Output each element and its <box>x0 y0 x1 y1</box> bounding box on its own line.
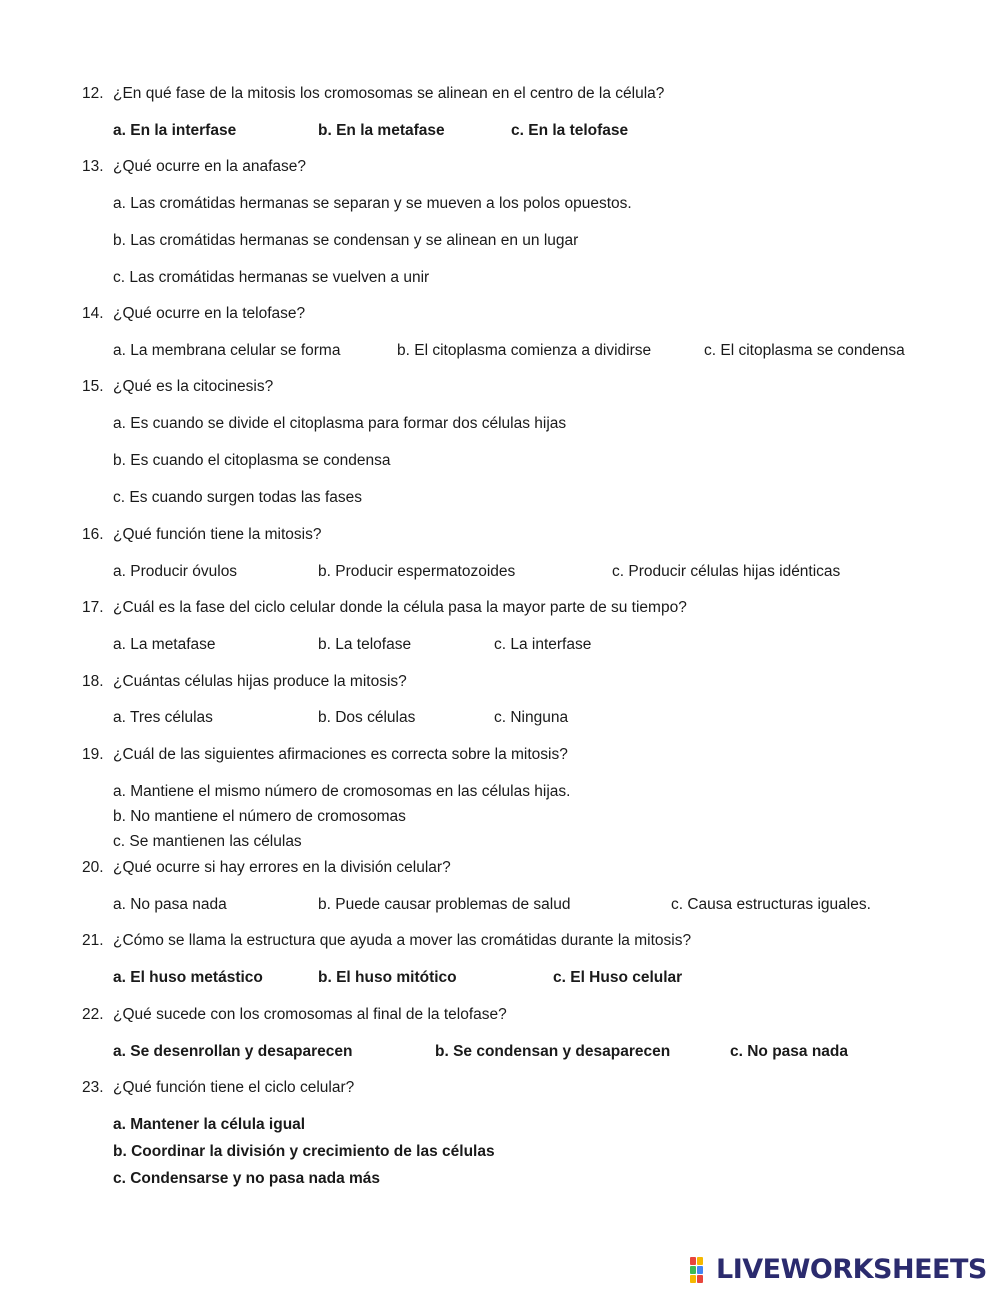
answer-option[interactable]: b. El huso mitótico <box>318 969 457 986</box>
answer-option[interactable]: a. Es cuando se divide el citoplasma para formar dos células hijas <box>113 415 567 432</box>
answer-option[interactable]: c. Se mantienen las células <box>113 833 302 850</box>
question-number: 13. <box>82 158 104 175</box>
question-number: 22. <box>82 1006 104 1023</box>
answer-option[interactable]: b. Coordinar la división y crecimiento de las células <box>113 1143 495 1160</box>
question-number: 14. <box>82 305 104 322</box>
question-text: ¿Cuál de las siguientes afirmaciones es correcta sobre la mitosis? <box>113 746 568 763</box>
answer-option[interactable]: c. En la telofase <box>511 122 629 139</box>
answer-option[interactable]: c. La interfase <box>494 636 592 653</box>
question-text: ¿Qué ocurre en la anafase? <box>113 158 307 175</box>
answer-option[interactable]: b. Dos células <box>318 709 416 726</box>
answer-option[interactable]: c. Causa estructuras iguales. <box>671 896 871 913</box>
logo-text: LIVEWORKSHEETS <box>716 1253 987 1285</box>
answer-option[interactable]: b. Producir espermatozoides <box>318 563 516 580</box>
answer-option[interactable]: c. No pasa nada <box>730 1043 849 1060</box>
answer-option[interactable]: b. Se condensan y desaparecen <box>435 1043 671 1060</box>
answer-option[interactable]: a. Mantener la célula igual <box>113 1116 306 1133</box>
question-number: 17. <box>82 599 104 616</box>
question-number: 16. <box>82 526 104 543</box>
question-text: ¿Qué función tiene la mitosis? <box>113 526 322 543</box>
question-number: 21. <box>82 932 104 949</box>
question-text: ¿Qué ocurre en la telofase? <box>113 305 306 322</box>
question-number: 20. <box>82 859 104 876</box>
question-text: ¿Qué sucede con los cromosomas al final de la telofase? <box>113 1006 507 1023</box>
question-number: 12. <box>82 85 104 102</box>
answer-option[interactable]: a. La metafase <box>113 636 216 653</box>
question-text: ¿Qué ocurre si hay errores en la división celular? <box>113 859 451 876</box>
question-text: ¿Qué función tiene el ciclo celular? <box>113 1079 355 1096</box>
question-text: ¿En qué fase de la mitosis los cromosomas se alinean en el centro de la célula? <box>113 85 665 102</box>
question-number: 23. <box>82 1079 104 1096</box>
answer-option[interactable]: a. Tres células <box>113 709 213 726</box>
answer-option[interactable]: b. El citoplasma comienza a dividirse <box>397 342 652 359</box>
answer-option[interactable]: c. Es cuando surgen todas las fases <box>113 489 363 506</box>
question-number: 19. <box>82 746 104 763</box>
logo-mark-icon <box>690 1255 712 1283</box>
answer-option[interactable]: a. Mantiene el mismo número de cromosomas en las células hijas. <box>113 783 571 800</box>
answer-option[interactable]: b. La telofase <box>318 636 412 653</box>
answer-option[interactable]: b. En la metafase <box>318 122 445 139</box>
answer-option[interactable]: b. Puede causar problemas de salud <box>318 896 571 913</box>
answer-option[interactable]: a. Las cromátidas hermanas se separan y se mueven a los polos opuestos. <box>113 195 632 212</box>
answer-option[interactable]: c. El citoplasma se condensa <box>704 342 905 359</box>
question-number: 18. <box>82 673 104 690</box>
answer-option[interactable]: c. Condensarse y no pasa nada más <box>113 1170 381 1187</box>
question-text: ¿Qué es la citocinesis? <box>113 378 274 395</box>
answer-option[interactable]: b. No mantiene el número de cromosomas <box>113 808 406 825</box>
liveworksheets-logo <box>690 1252 987 1286</box>
answer-option[interactable]: a. La membrana celular se forma <box>113 342 341 359</box>
answer-option[interactable]: a. El huso metástico <box>113 969 263 986</box>
answer-option[interactable]: a. Producir óvulos <box>113 563 238 580</box>
answer-option[interactable]: b. Es cuando el citoplasma se condensa <box>113 452 391 469</box>
question-text: ¿Cuál es la fase del ciclo celular donde la célula pasa la mayor parte de su tiempo? <box>113 599 687 616</box>
question-text: ¿Cómo se llama la estructura que ayuda a mover las cromátidas durante la mitosis? <box>113 932 692 949</box>
answer-option[interactable]: c. Producir células hijas idénticas <box>612 563 841 580</box>
answer-option[interactable]: c. El Huso celular <box>553 969 683 986</box>
answer-option[interactable]: b. Las cromátidas hermanas se condensan y se alinean en un lugar <box>113 232 579 249</box>
answer-option[interactable]: a. No pasa nada <box>113 896 227 913</box>
question-number: 15. <box>82 378 104 395</box>
answer-option[interactable]: a. En la interfase <box>113 122 237 139</box>
answer-option[interactable]: c. Ninguna <box>494 709 569 726</box>
answer-option[interactable]: a. Se desenrollan y desaparecen <box>113 1043 353 1060</box>
answer-option[interactable]: c. Las cromátidas hermanas se vuelven a unir <box>113 269 430 286</box>
question-text: ¿Cuántas células hijas produce la mitosis? <box>113 673 407 690</box>
